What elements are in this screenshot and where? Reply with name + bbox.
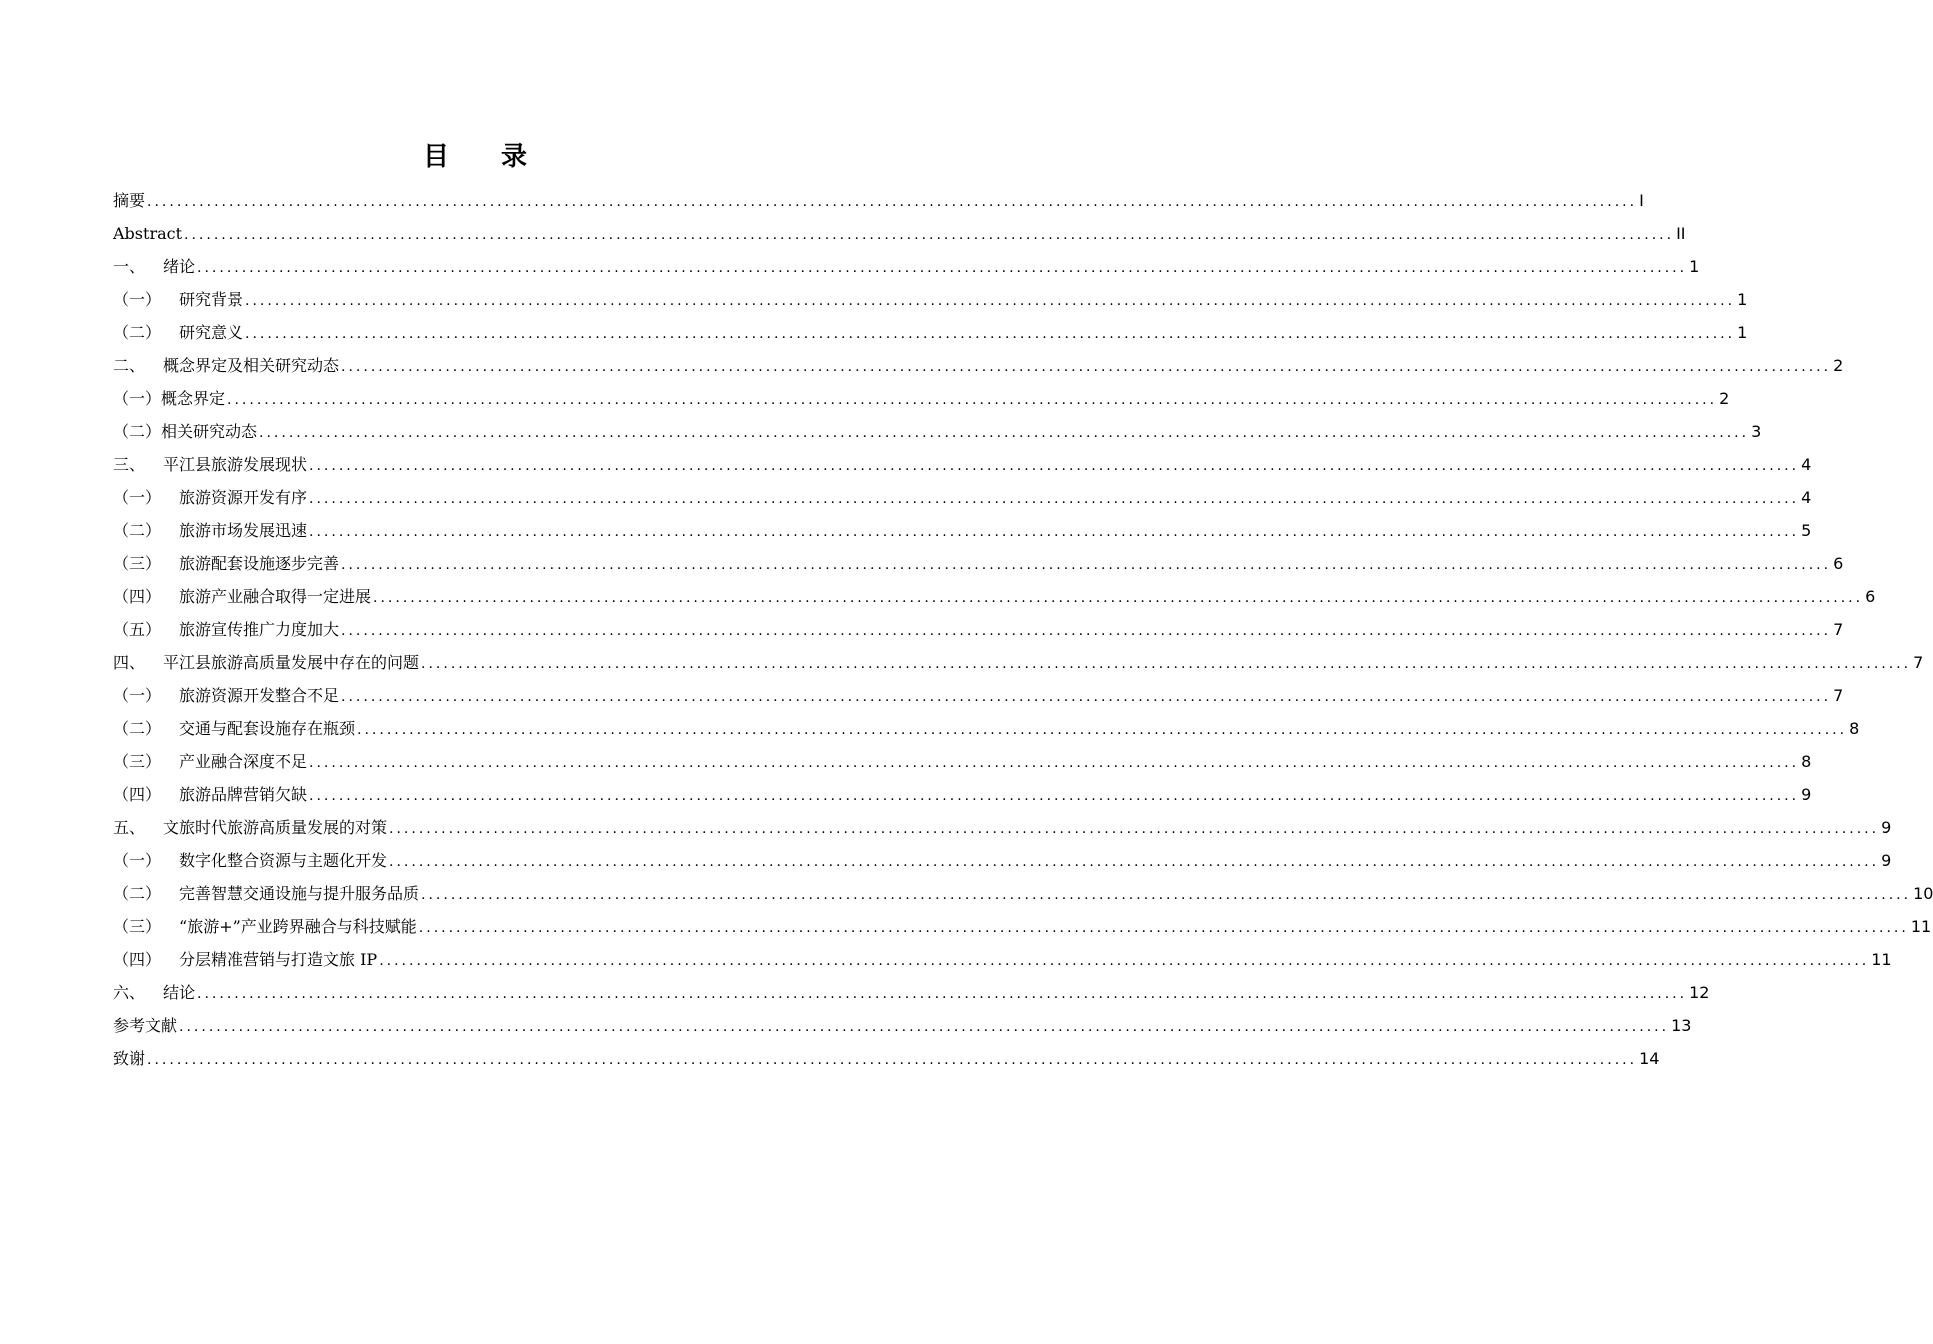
toc-entry-title xyxy=(113,580,371,613)
toc-entry-title xyxy=(113,514,307,547)
toc-entry-label: 旅游配套设施逐步完善 xyxy=(179,554,340,573)
toc-entry-label: 致谢 xyxy=(113,1049,146,1068)
toc-leader-dots: ........................................................................................................................................................................................................ xyxy=(309,458,1800,474)
toc-entry-label: 概念界定 xyxy=(161,389,226,408)
toc-entry[interactable] xyxy=(113,877,1933,910)
toc-leader-dots: ........................................................................................................................................................................................................ xyxy=(421,656,1912,672)
toc-entry[interactable] xyxy=(113,382,1730,415)
toc-entry-label: 平江县旅游高质量发展中存在的问题 xyxy=(163,653,420,672)
toc-entry-number: 一、 xyxy=(113,257,146,276)
toc-entry-title xyxy=(113,481,307,514)
toc-entry-number: （一） xyxy=(113,686,162,705)
toc-leader-dots: ........................................................................................................................................................................................................ xyxy=(341,689,1832,705)
toc-entry-title xyxy=(113,712,355,745)
toc-entry-label: 平江县旅游发展现状 xyxy=(163,455,308,474)
page-title xyxy=(0,136,950,173)
toc-entry-number: （一） xyxy=(113,851,162,870)
toc-entry-label: 研究意义 xyxy=(179,323,244,342)
toc-page-number: 6 xyxy=(1865,587,1876,606)
toc-entry-title xyxy=(113,811,387,844)
toc-page-number: 2 xyxy=(1833,356,1844,375)
toc-leader-dots: ........................................................................................................................................................................................................ xyxy=(309,491,1800,507)
toc-entry-number: （四） xyxy=(113,587,162,606)
toc-entry-label: 数字化整合资源与主题化开发 xyxy=(179,851,388,870)
toc-leader-dots: ........................................................................................................................................................................................................ xyxy=(147,194,1638,210)
toc-page-number: 9 xyxy=(1801,785,1812,804)
toc-entry-title xyxy=(113,943,377,976)
toc-entry-label: 结论 xyxy=(163,983,196,1002)
toc-entry-title xyxy=(113,778,307,811)
toc-page-number: 4 xyxy=(1801,455,1812,474)
toc-entry-label: Abstract xyxy=(113,224,183,243)
toc-entry-title xyxy=(113,283,243,316)
toc-entry-label: 交通与配套设施存在瓶颈 xyxy=(179,719,356,738)
toc-leader-dots: ........................................................................................................................................................................................................ xyxy=(147,1052,1638,1068)
toc-entry-label: 旅游品牌营销欠缺 xyxy=(179,785,308,804)
toc-leader-dots: ........................................................................................................................................................................................................ xyxy=(389,854,1880,870)
toc-entry[interactable] xyxy=(113,283,1748,316)
toc-leader-dots: ........................................................................................................................................................................................................ xyxy=(418,920,1909,936)
toc-entry[interactable] xyxy=(113,811,1892,844)
toc-entry-number: 五、 xyxy=(113,818,146,837)
toc-leader-dots: ........................................................................................................................................................................................................ xyxy=(309,524,1800,540)
toc-leader-dots: ........................................................................................................................................................................................................ xyxy=(357,722,1848,738)
title-char-2: 录 xyxy=(501,142,528,172)
toc-entry[interactable] xyxy=(113,1009,1692,1042)
toc-leader-dots: ........................................................................................................................................................................................................ xyxy=(184,227,1675,243)
toc-entry[interactable] xyxy=(113,976,1710,1009)
toc-entry-title xyxy=(113,415,257,448)
toc-entry[interactable] xyxy=(113,316,1748,349)
toc-page-number: 6 xyxy=(1833,554,1844,573)
toc-entry-number: （二） xyxy=(113,884,162,903)
toc-leader-dots: ........................................................................................................................................................................................................ xyxy=(341,623,1832,639)
toc-leader-dots: ........................................................................................................................................................................................................ xyxy=(197,260,1688,276)
toc-entry-title xyxy=(113,646,419,679)
toc-leader-dots: ........................................................................................................................................................................................................ xyxy=(197,986,1688,1002)
toc-entry[interactable] xyxy=(113,910,1932,943)
toc-entry-number: （一） xyxy=(113,389,162,408)
toc-entry-number: （四） xyxy=(113,785,162,804)
toc-entry[interactable] xyxy=(113,481,1812,514)
toc-entry-title xyxy=(113,1009,177,1042)
toc-entry[interactable] xyxy=(113,547,1844,580)
toc-page-number: 7 xyxy=(1833,686,1844,705)
toc-entry-title xyxy=(113,976,195,1009)
toc-entry-number: 四、 xyxy=(113,653,146,672)
toc-entry-label: 旅游宣传推广力度加大 xyxy=(179,620,340,639)
toc-page-number: II xyxy=(1676,224,1686,243)
toc-entry-label: 产业融合深度不足 xyxy=(179,752,308,771)
toc-entry-number: 三、 xyxy=(113,455,146,474)
toc-entry-label: 完善智慧交通设施与提升服务品质 xyxy=(179,884,420,903)
toc-page-number: 5 xyxy=(1801,521,1812,540)
toc-entry-label: 参考文献 xyxy=(113,1016,178,1035)
toc-entry-title xyxy=(113,613,339,646)
toc-entry-label: 旅游资源开发整合不足 xyxy=(179,686,340,705)
toc-page-number: 1 xyxy=(1737,290,1748,309)
toc-entry-label: 旅游资源开发有序 xyxy=(179,488,308,507)
toc-entry[interactable] xyxy=(113,1042,1660,1075)
toc-leader-dots: ........................................................................................................................................................................................................ xyxy=(373,590,1864,606)
toc-entry-title xyxy=(113,877,419,910)
toc-page-number: 4 xyxy=(1801,488,1812,507)
toc-entry[interactable] xyxy=(113,184,1644,217)
toc-entry-number: （五） xyxy=(113,620,162,639)
toc-entry[interactable] xyxy=(113,679,1844,712)
toc-entry-label: 摘要 xyxy=(113,191,146,210)
toc-entry-label: 旅游产业融合取得一定进展 xyxy=(179,587,372,606)
toc-page-number: 3 xyxy=(1751,422,1762,441)
toc-leader-dots: ........................................................................................................................................................................................................ xyxy=(389,821,1880,837)
table-of-contents xyxy=(113,184,1933,1075)
toc-entry-title xyxy=(113,844,387,877)
toc-page-number: 10 xyxy=(1913,884,1933,903)
toc-entry-number: （二） xyxy=(113,422,162,441)
toc-page-number: 11 xyxy=(1910,917,1932,936)
toc-entry[interactable] xyxy=(113,580,1876,613)
toc-entry-number: 二、 xyxy=(113,356,146,375)
toc-page-number: 7 xyxy=(1913,653,1924,672)
toc-leader-dots: ........................................................................................................................................................................................................ xyxy=(309,788,1800,804)
toc-page-number: I xyxy=(1639,191,1644,210)
toc-entry-number: 六、 xyxy=(113,983,146,1002)
toc-entry-title xyxy=(113,316,243,349)
toc-entry-title xyxy=(113,1042,145,1075)
toc-entry[interactable] xyxy=(113,514,1812,547)
toc-entry-label: “旅游+”产业跨界融合与科技赋能 xyxy=(179,917,417,936)
toc-page-number: 2 xyxy=(1719,389,1730,408)
toc-entry-title xyxy=(113,184,145,217)
toc-entry-title xyxy=(113,910,417,943)
toc-page-number: 12 xyxy=(1689,983,1710,1002)
toc-leader-dots: ........................................................................................................................................................................................................ xyxy=(227,392,1718,408)
toc-entry[interactable] xyxy=(113,646,1924,679)
toc-page-number: 1 xyxy=(1737,323,1748,342)
toc-entry-title xyxy=(113,217,182,250)
toc-page-number: 11 xyxy=(1871,950,1892,969)
toc-leader-dots: ........................................................................................................................................................................................................ xyxy=(309,755,1800,771)
toc-page-number: 8 xyxy=(1801,752,1812,771)
toc-leader-dots: ........................................................................................................................................................................................................ xyxy=(259,425,1750,441)
toc-page-number: 8 xyxy=(1849,719,1860,738)
toc-entry-number: （二） xyxy=(113,719,162,738)
toc-entry[interactable] xyxy=(113,943,1892,976)
toc-page-number: 9 xyxy=(1881,851,1892,870)
toc-entry-label: 旅游市场发展迅速 xyxy=(179,521,308,540)
toc-entry-title xyxy=(113,547,339,580)
title-char-1: 目 xyxy=(422,142,449,172)
toc-leader-dots: ........................................................................................................................................................................................................ xyxy=(341,557,1832,573)
toc-entry-number: （二） xyxy=(113,521,162,540)
toc-entry-title xyxy=(113,745,307,778)
toc-entry-number: （三） xyxy=(113,917,162,936)
toc-page-number: 13 xyxy=(1671,1016,1692,1035)
toc-page-number: 1 xyxy=(1689,257,1700,276)
toc-entry-number: （一） xyxy=(113,488,162,507)
toc-entry-number: （二） xyxy=(113,323,162,342)
toc-entry-title xyxy=(113,448,307,481)
toc-leader-dots: ........................................................................................................................................................................................................ xyxy=(379,953,1870,969)
toc-entry-label: 文旅时代旅游高质量发展的对策 xyxy=(163,818,388,837)
toc-entry-label: 概念界定及相关研究动态 xyxy=(163,356,340,375)
toc-page-number: 9 xyxy=(1881,818,1892,837)
toc-entry-title xyxy=(113,250,195,283)
toc-leader-dots: ........................................................................................................................................................................................................ xyxy=(245,326,1736,342)
toc-entry[interactable] xyxy=(113,844,1892,877)
toc-entry[interactable] xyxy=(113,712,1860,745)
toc-leader-dots: ........................................................................................................................................................................................................ xyxy=(179,1019,1670,1035)
toc-page-number: 14 xyxy=(1639,1049,1660,1068)
toc-leader-dots: ........................................................................................................................................................................................................ xyxy=(245,293,1736,309)
toc-entry[interactable] xyxy=(113,778,1812,811)
toc-entry[interactable] xyxy=(113,745,1812,778)
toc-entry[interactable] xyxy=(113,415,1762,448)
toc-entry[interactable] xyxy=(113,613,1844,646)
toc-entry-title xyxy=(113,349,339,382)
toc-entry-number: （三） xyxy=(113,554,162,573)
toc-entry[interactable] xyxy=(113,250,1700,283)
toc-entry-number: （四） xyxy=(113,950,162,969)
toc-leader-dots: ........................................................................................................................................................................................................ xyxy=(341,359,1832,375)
toc-entry[interactable] xyxy=(113,217,1686,250)
toc-entry-number: （一） xyxy=(113,290,162,309)
toc-entry[interactable] xyxy=(113,448,1812,481)
toc-entry-number: （三） xyxy=(113,752,162,771)
toc-leader-dots: ........................................................................................................................................................................................................ xyxy=(421,887,1912,903)
toc-entry-label: 相关研究动态 xyxy=(161,422,258,441)
toc-entry[interactable] xyxy=(113,349,1844,382)
toc-entry-label: 分层精准营销与打造文旅 IP xyxy=(179,950,378,969)
toc-entry-label: 绪论 xyxy=(163,257,196,276)
toc-entry-title xyxy=(113,679,339,712)
toc-entry-label: 研究背景 xyxy=(179,290,244,309)
toc-entry-title xyxy=(113,382,225,415)
toc-page-number: 7 xyxy=(1833,620,1844,639)
